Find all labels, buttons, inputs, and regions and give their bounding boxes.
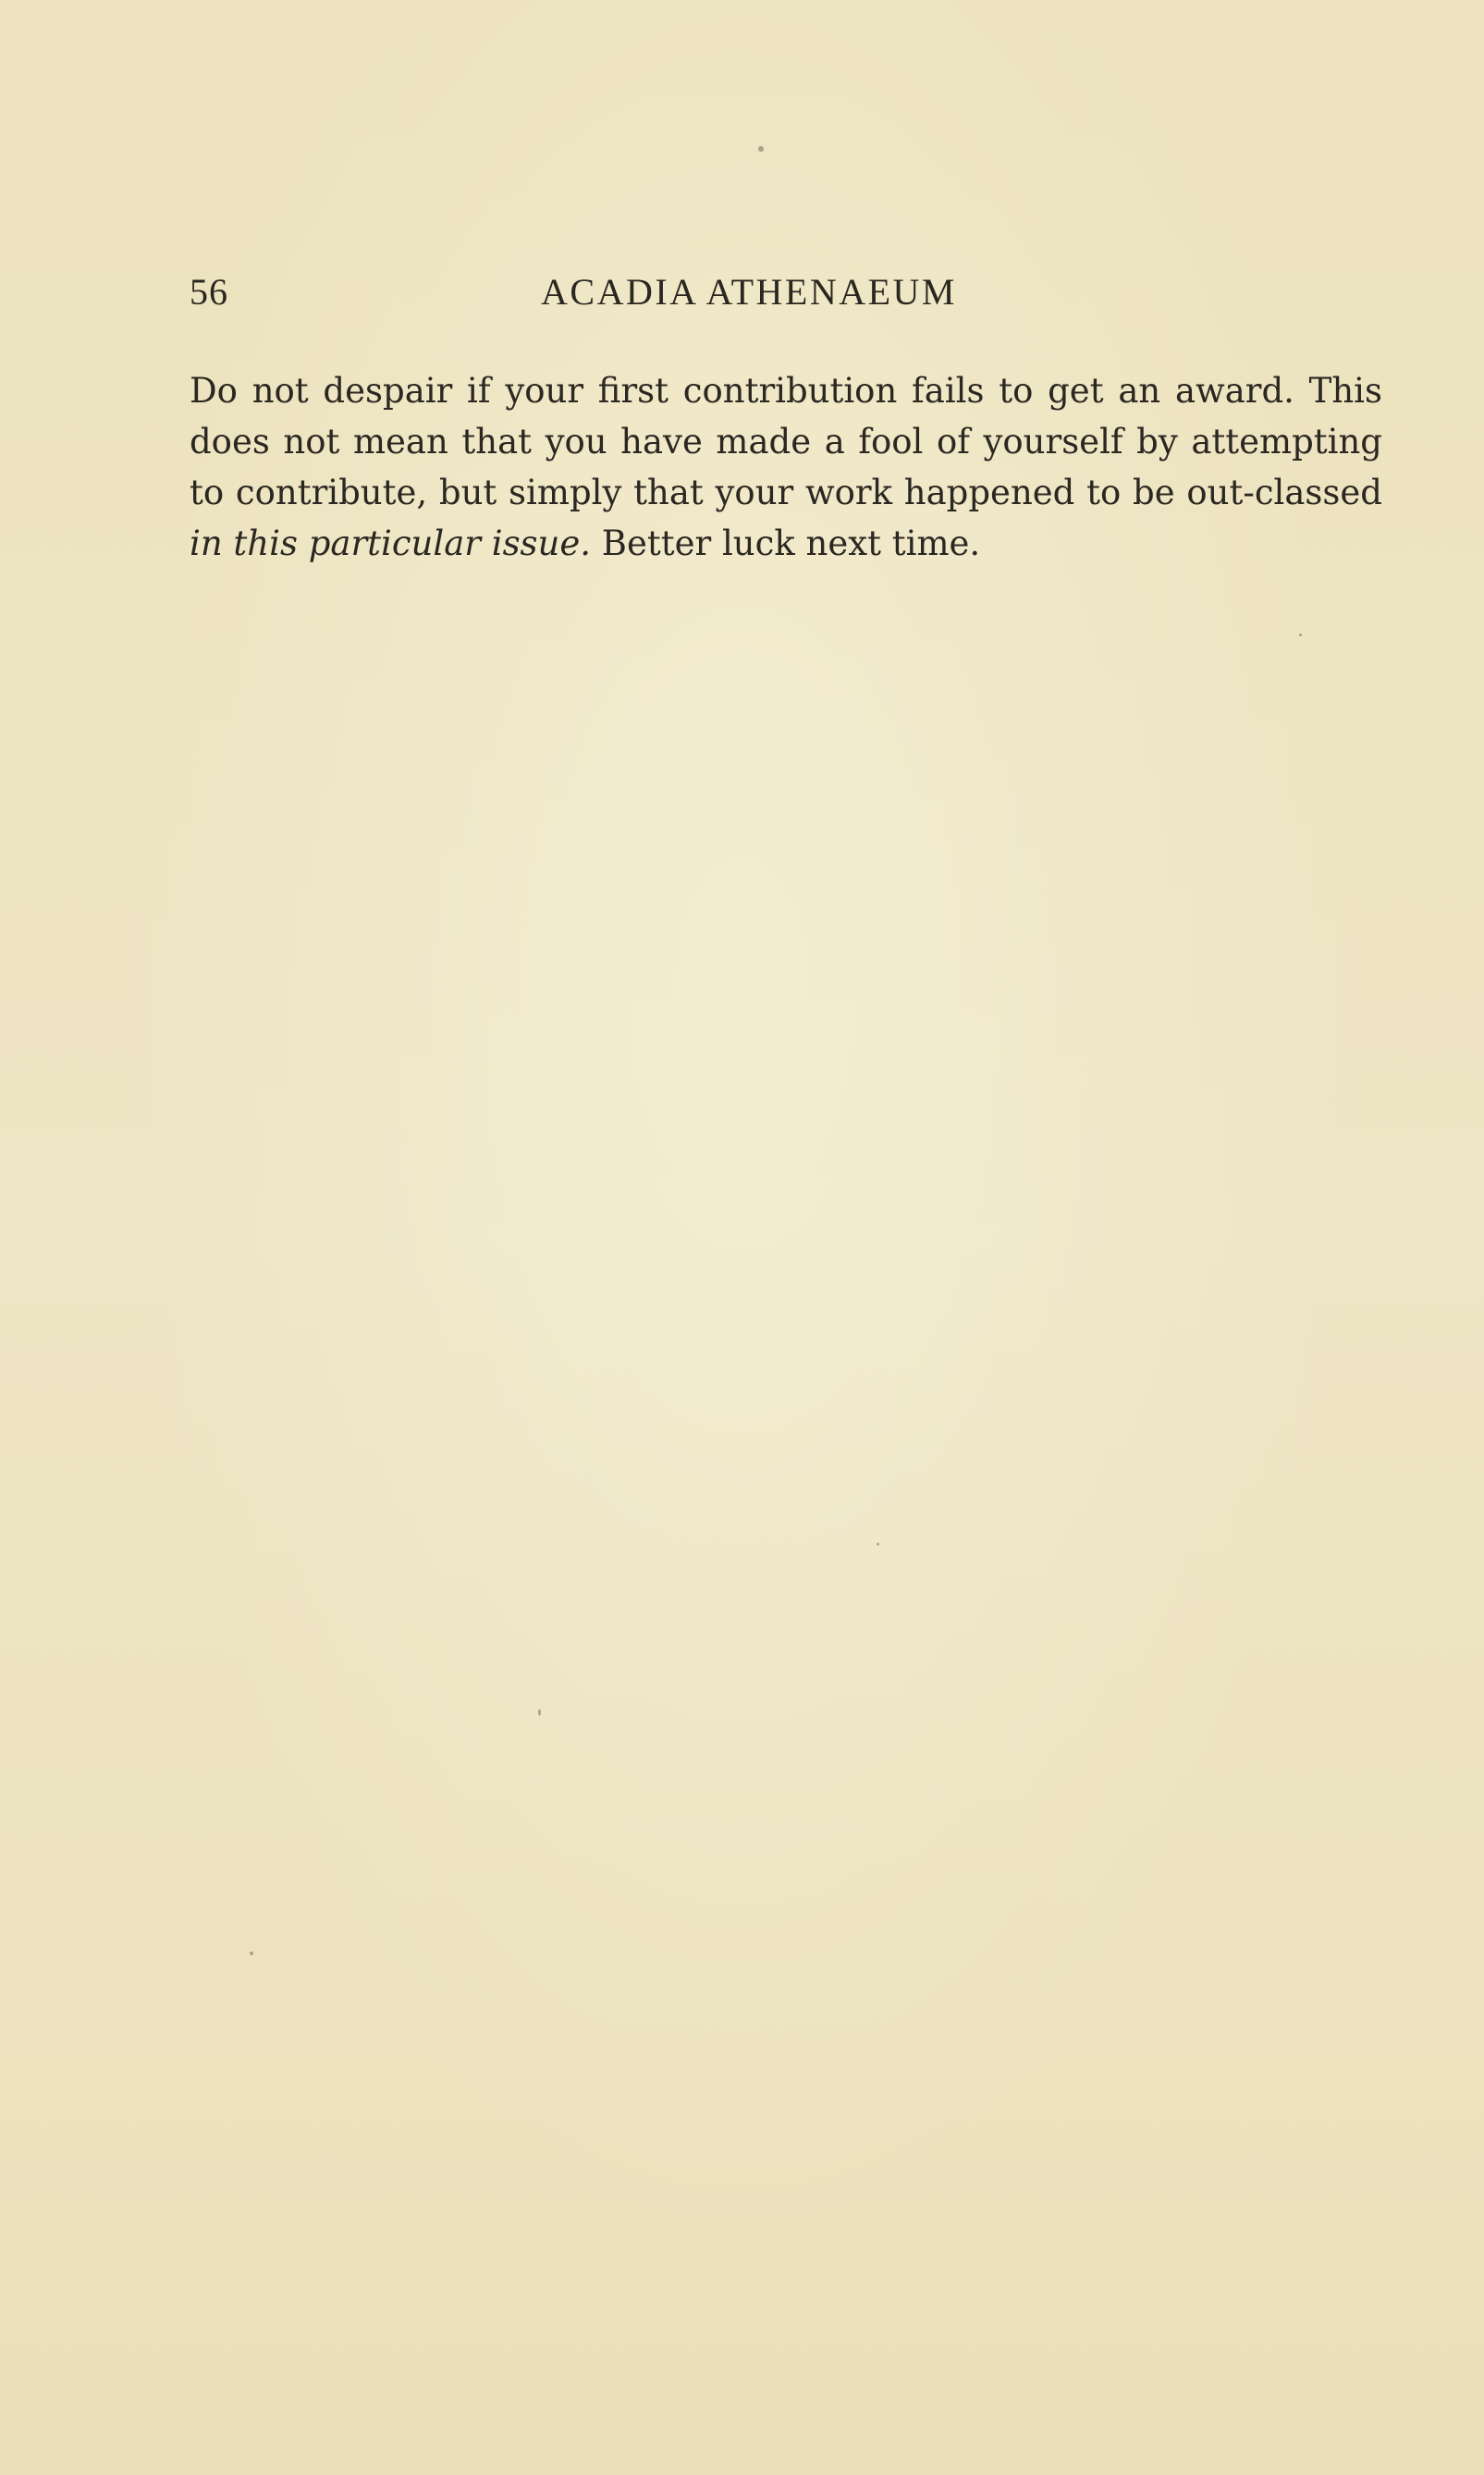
text-after-italic: Better luck next time.	[591, 523, 981, 563]
text-before-italic: Do not despair if your first contribution fails to get an award. This does not mean that you have made a fool of yourself by attempting to contribute, but simply that your work happened to be out-classed	[190, 371, 1382, 512]
journal-title: ACADIA ATHENAEUM	[541, 271, 957, 313]
paper-speck	[758, 146, 764, 152]
paper-speck	[538, 1709, 541, 1716]
body-paragraph	[190, 365, 1382, 569]
running-head	[190, 270, 1382, 326]
italic-phrase: in this particular issue.	[190, 523, 592, 563]
paragraph-text	[190, 365, 1382, 569]
page-number: 56	[190, 271, 228, 313]
paper-speck	[250, 1952, 253, 1955]
paper-speck	[1299, 634, 1302, 636]
paper-speck	[877, 1543, 879, 1545]
